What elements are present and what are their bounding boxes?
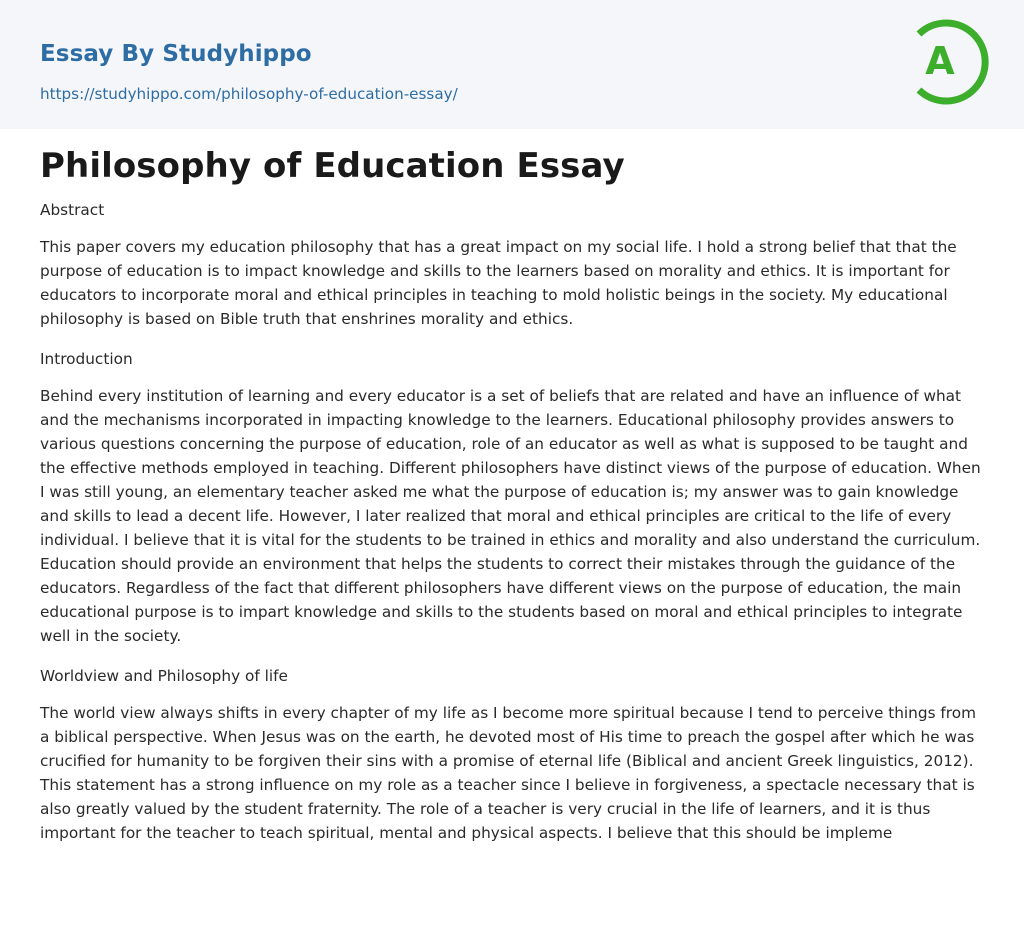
article-url-link[interactable]: https://studyhippo.com/philosophy-of-education-essay/: [40, 85, 458, 103]
brand-title: Essay By Studyhippo: [40, 41, 312, 67]
section-heading-worldview: Worldview and Philosophy of life: [40, 667, 288, 685]
essay-body: [40, 198, 988, 861]
section-heading-abstract: Abstract: [40, 201, 105, 219]
section-paragraph-introduction: Behind every institution of learning and every educator is a set of beliefs that are related and have an influence of what and the mechanisms incorporated in impacting knowledge to the learners. Educational philosophy provides answers to various questions concerning the purpose of education, role of an educator as well as what is supposed to be taught and the effective methods employed in teaching. Different philosophers have distinct views of the purpose of education. When I was still young, an elementary teacher asked me what the purpose of education is; my answer was to gain knowledge and skills to lead a decent life. However, I later realized that moral and ethical principles are critical to the life of every individual. I believe that it is vital for the students to be trained in ethics and morality and also understand the curriculum. Education should provide an environment that helps the students to correct their mistakes through the guidance of the educators. Regardless of the fact that different philosophers have different views on the purpose of education, the main educational purpose is to impart knowledge and skills to the students based on moral and ethical principles to integrate well in the society.: [40, 387, 981, 645]
page-title: Philosophy of Education Essay: [40, 146, 625, 186]
logo-letter: A: [925, 39, 955, 83]
studyhippo-logo-icon[interactable]: [910, 17, 990, 107]
section-paragraph-abstract: This paper covers my education philosophy that has a great impact on my social life. I hold a strong belief that that the purpose of education is to impact knowledge and skills to the learners based on morality and ethics. It is important for educators to incorporate moral and ethical principles in teaching to mold holistic beings in the society. My educational philosophy is based on Bible truth that enshrines morality and ethics.: [40, 238, 957, 328]
section-paragraph-worldview: The world view always shifts in every chapter of my life as I become more spiritual because I tend to perceive things from a biblical perspective. When Jesus was on the earth, he devoted most of His time to preach the gospel after which he was crucified for humanity to be forgiven their sins with a promise of eternal life (Biblical and ancient Greek linguistics, 2012). This statement has a strong influence on my role as a teacher since I believe in forgiveness, a spectacle necessary that is also greatly valued by the student fraternity. The role of a teacher is very crucial in the life of learners, and it is thus important for the teacher to teach spiritual, mental and physical aspects. I believe that this should be impleme: [40, 704, 976, 842]
section-heading-introduction: Introduction: [40, 350, 133, 368]
